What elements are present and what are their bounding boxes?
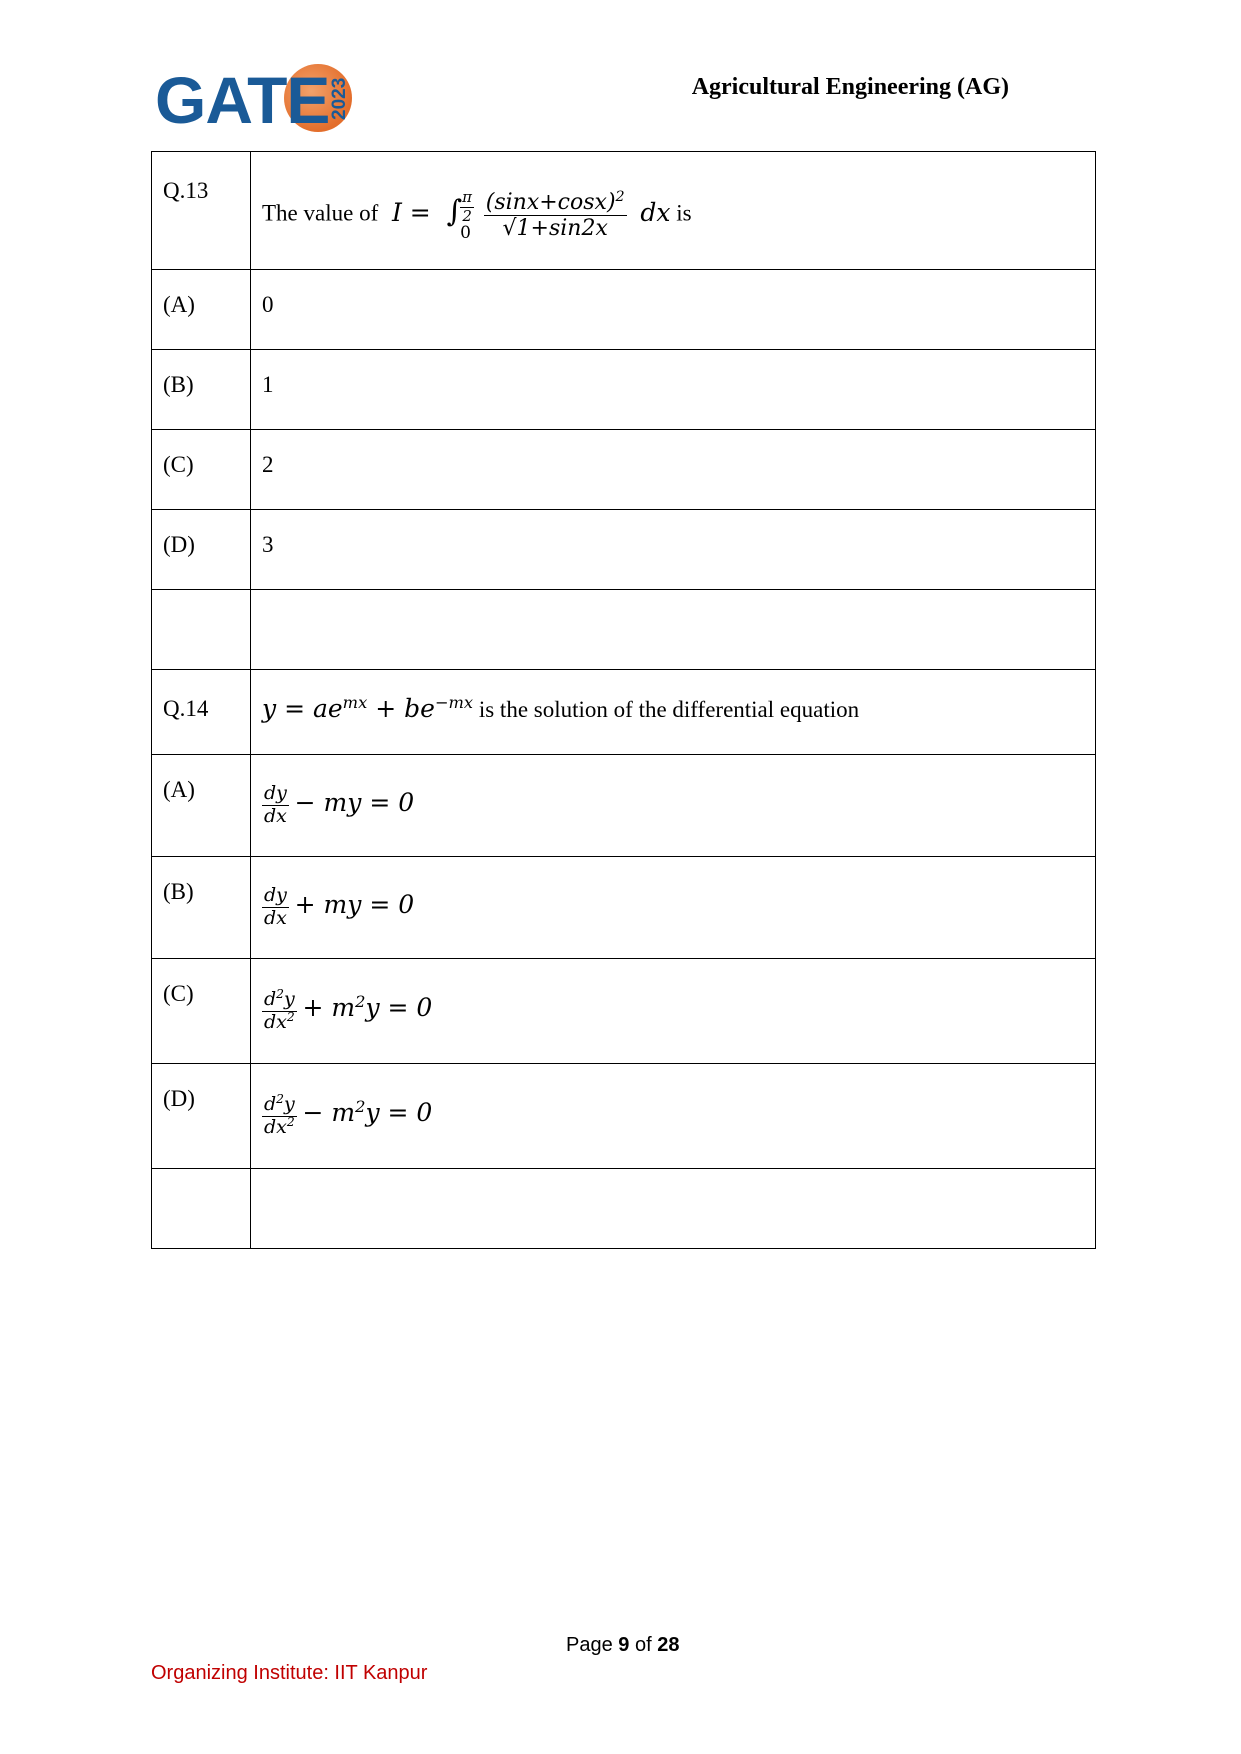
option-row-q14-c: (C) $\frac{d^2y}{dx^2}$ + $m^2y = 0$ [152, 959, 1096, 1064]
gate-logo [155, 60, 365, 140]
organizing-institute: Organizing Institute: IIT Kanpur [151, 1662, 428, 1684]
page-number: Page 9 of 28 [566, 1634, 680, 1656]
option-row-q14-a: (A) $\frac{dy}{dx}$ − my = 0 [152, 755, 1096, 857]
logo-year: 2023 [329, 77, 350, 121]
question-number: Q.13 [152, 152, 251, 270]
question-text: $y = ae^{mx} + be^{-mx}$ is the solution of the differential equation [251, 670, 1096, 755]
integral-limits [460, 189, 474, 242]
option-row-q14-d: (D) $\frac{d^2y}{dx^2}$ − $m^2y = 0$ [152, 1064, 1096, 1169]
question-row-q14 [152, 670, 1096, 755]
logo-text: GATE [155, 63, 330, 137]
spacer-row [152, 590, 1096, 670]
lower-limit: 0 [460, 222, 471, 243]
upper-limit: $\frac{\pi}{2}$ [462, 188, 473, 225]
option-row-q13-a: (A) 0 [152, 270, 1096, 350]
question-number: Q.14 [152, 670, 251, 755]
option-row-q14-b: (B) $\frac{dy}{dx}$ + my = 0 [152, 857, 1096, 959]
question-table [151, 151, 1096, 1249]
spacer-row [152, 1169, 1096, 1249]
option-row-q13-d: (D) 3 [152, 510, 1096, 590]
integral-sign: ∫ [446, 193, 463, 229]
option-row-q13-c: (C) 2 [152, 430, 1096, 510]
integrand-fraction: $\frac{(\sin x+\cos x)^2}{√1+\sin 2x}$ [485, 188, 625, 241]
question-text: The value of I = ∫ $\frac{\pi}{2}$ 0 $\frac{(\sin x+\cos x)^2}{√1+\sin 2x}$ dx is [251, 152, 1096, 270]
paper-title: Agricultural Engineering (AG) [691, 74, 1009, 100]
question-row-q13 [152, 152, 1096, 270]
option-row-q13-b: (B) 1 [152, 350, 1096, 430]
